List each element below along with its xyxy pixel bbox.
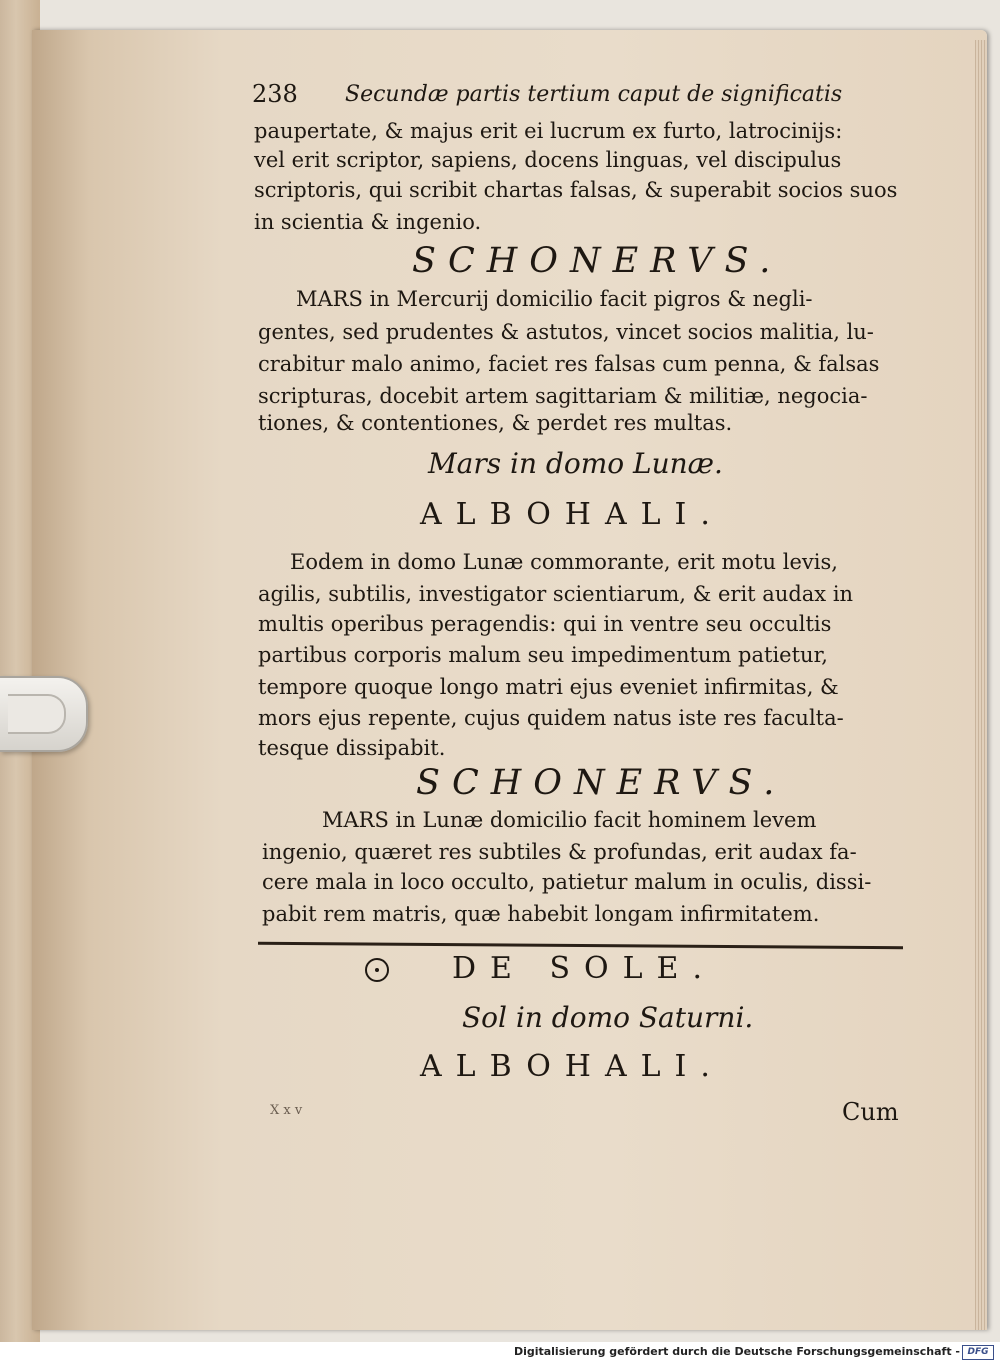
section-heading: SCHONERVS.	[412, 241, 783, 281]
text-line: MARS in Lunæ domicilio facit hominem levem	[322, 808, 817, 832]
section-heading: SCHONERVS.	[416, 763, 787, 803]
footer-credit: Digitalisierung gefördert durch die Deutsche Forschungsgemeinschaft -	[513, 1345, 960, 1358]
clip-loop	[8, 694, 66, 734]
text-line: pabit rem matris, quæ habebit longam infirmitatem.	[262, 902, 820, 926]
text-line: tempore quoque longo matri ejus eveniet infirmitas, &	[258, 675, 839, 699]
text-line: Eodem in domo Lunæ commorante, erit motu levis,	[290, 550, 838, 574]
dfg-logo: DFG	[962, 1345, 994, 1360]
text-line: vel erit scriptor, sapiens, docens linguas, vel discipulus	[254, 148, 842, 172]
text-line: agilis, subtilis, investigator scientiarum, & erit audax in	[258, 582, 854, 606]
text-line: multis operibus peragendis: qui in ventre seu occultis	[258, 612, 832, 636]
text-line: cere mala in loco occulto, patietur malum in oculis, dissi-	[262, 870, 872, 894]
text-line: crabitur malo animo, faciet res falsas cum penna, & falsas	[258, 352, 880, 376]
text-line: gentes, sed prudentes & astutos, vincet socios malitia, lu-	[258, 320, 874, 344]
subheading: Sol in domo Saturni.	[462, 1001, 754, 1034]
page-number: 238	[252, 80, 298, 108]
text-line: in scientia & ingenio.	[254, 210, 482, 234]
signature-mark: X x v	[270, 1103, 303, 1118]
chapter-heading: DE SOLE.	[452, 951, 716, 986]
text-line: MARS in Mercurij domicilio facit pigros & negli-	[296, 287, 813, 311]
text-line: paupertate, & majus erit ei lucrum ex furto, latrocinijs:	[254, 119, 843, 143]
running-head: Secundæ partis tertium caput de significatis	[345, 82, 843, 107]
text-line: mors ejus repente, cujus quidem natus iste res faculta-	[258, 706, 844, 730]
sun-symbol-icon	[365, 958, 389, 982]
text-line: tesque dissipabit.	[258, 736, 446, 760]
page-edge-lines	[975, 40, 987, 1330]
digitization-footer	[0, 1342, 1000, 1362]
text-line: partibus corporis malum seu impedimentum patietur,	[258, 643, 828, 667]
text-line: scriptoris, qui scribit chartas falsas, & superabit socios suos	[254, 178, 898, 202]
text-line: scripturas, docebit artem sagittariam & militiæ, negocia-	[258, 384, 868, 408]
text-line: tiones, & contentiones, & perdet res multas.	[258, 411, 733, 435]
page-clip	[0, 676, 88, 752]
catchword: Cum	[842, 1098, 899, 1126]
text-line: ingenio, quæret res subtiles & profundas, erit audax fa-	[262, 840, 857, 864]
section-heading: ALBOHALI.	[420, 1049, 724, 1084]
section-heading: ALBOHALI.	[420, 497, 724, 532]
subheading: Mars in domo Lunæ.	[428, 447, 723, 480]
